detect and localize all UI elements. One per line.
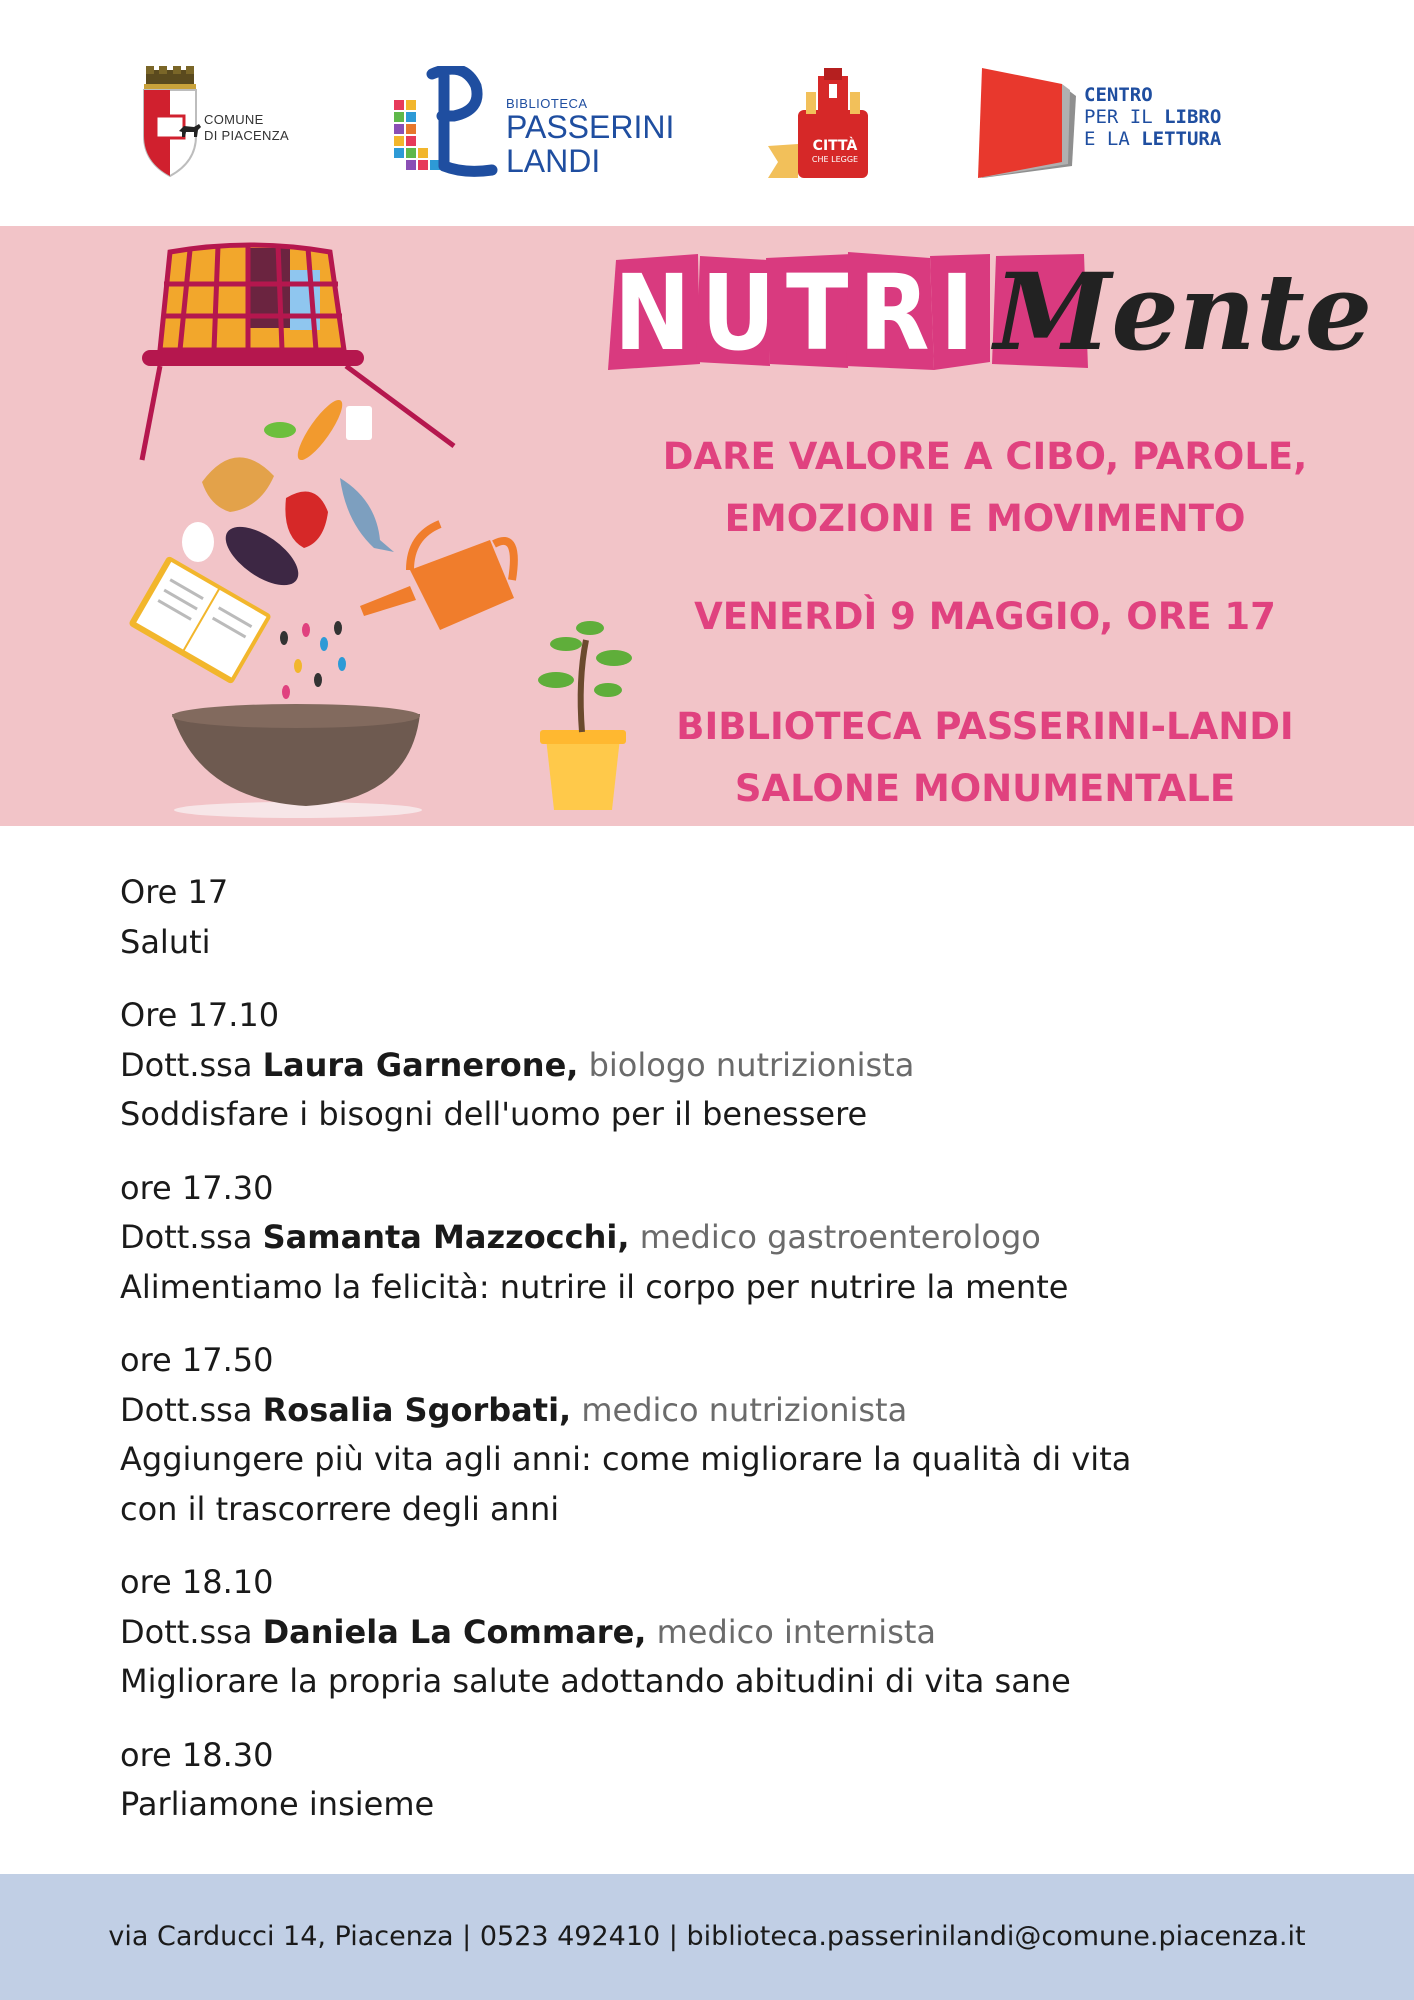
schedule-slot [120, 868, 1320, 967]
program-schedule [120, 868, 1320, 1854]
speaker-role: medico internista [646, 1612, 937, 1651]
biblioteca-passerini-landi-logo [392, 66, 682, 182]
comune-piacenza-logo [140, 66, 300, 178]
wolf-icon [178, 122, 202, 138]
event-banner [0, 226, 1414, 826]
slot-topic: Alimentiamo la felicità: nutrire il corpo per nutrire la mente [120, 1267, 1069, 1306]
citta-che-legge-logo [768, 66, 872, 182]
seed-drops [280, 621, 346, 699]
centro-libro-lettura-logo [972, 66, 1282, 182]
pepper-icon [285, 492, 328, 548]
slot-time: ore 18.10 [120, 1563, 274, 1601]
biblioteca-name-line2: LANDI [506, 143, 601, 179]
watering-can-icon [360, 524, 514, 630]
speaker-role: biologo nutrizionista [578, 1045, 915, 1084]
event-date: VENERDÌ 9 MAGGIO, ORE 17 [694, 595, 1276, 638]
slot-time: Ore 17.10 [120, 996, 280, 1034]
citta-tower-icon [768, 66, 872, 182]
slot-topic: Soddisfare i bisogni dell'uomo per il benessere [120, 1095, 868, 1133]
tagline-line2: EMOZIONI E MOVIMENTO [724, 497, 1246, 540]
speaker-role: medico gastroenterologo [629, 1218, 1041, 1256]
slot-speaker [120, 1041, 1320, 1091]
schedule-slot [120, 1558, 1320, 1707]
open-book-icon [128, 555, 272, 684]
slot-speaker [120, 1608, 1320, 1658]
centro-line2b: LIBRO [1164, 106, 1222, 128]
venue-line1: BIBLIOTECA PASSERINI-LANDI [676, 705, 1294, 748]
tagline [600, 426, 1370, 550]
milk-icon [346, 406, 372, 440]
slot-speaker [120, 1386, 1320, 1436]
centro-line3a: E LA [1084, 128, 1142, 150]
basket-icon [142, 244, 454, 460]
contact-footer [0, 1874, 1414, 2000]
event-venue [600, 696, 1370, 820]
centro-line3b: LETTURA [1141, 128, 1222, 150]
centro-line2a: PER IL [1084, 106, 1165, 128]
contact-info[interactable]: via Carducci 14, Piacenza | 0523 492410 | biblioteca.passerinilandi@comune.piacenza.it [108, 1921, 1306, 1952]
venue-line2: SALONE MONUMENTALE [734, 767, 1236, 810]
slot-time: Ore 17 [120, 873, 229, 911]
speaker-title: Dott.ssa [120, 1045, 263, 1084]
citta-label-line1: CITTÀ [812, 138, 858, 154]
peas-icon [264, 422, 296, 438]
slot-topic: Saluti [120, 922, 211, 961]
biblioteca-small-label: BIBLIOTECA [506, 96, 588, 111]
slot-time: ore 18.30 [120, 1735, 274, 1774]
title-part-mente: Mente [994, 249, 1373, 374]
bpl-monogram-icon [392, 66, 502, 182]
speaker-role: medico nutrizionista [571, 1390, 908, 1429]
slot-topic-continued: con il trascorrere degli anni [120, 1489, 560, 1528]
speaker-name: Laura Garnerone, [262, 1045, 579, 1084]
tagline-line1: DARE VALORE A CIBO, PAROLE, [662, 435, 1308, 478]
food-illustration [110, 240, 670, 820]
slot-speaker [120, 1213, 1320, 1263]
title-part-nutri: NUTRI [614, 252, 985, 374]
citta-label-line2: CHE LEGGE [811, 155, 859, 164]
speaker-name: Daniela La Commare, [262, 1612, 647, 1651]
red-book-icon [972, 66, 1078, 182]
egg-icon [182, 522, 214, 562]
speaker-title: Dott.ssa [120, 1390, 263, 1429]
centro-label [1084, 84, 1221, 150]
slot-topic: Migliorare la propria salute adottando abitudini di vita sane [120, 1662, 1071, 1700]
slot-time: ore 17.30 [120, 1168, 274, 1207]
centro-line1: CENTRO [1084, 84, 1153, 106]
nutrimente-title [600, 249, 1373, 392]
slot-topic: Parliamone insieme [120, 1785, 435, 1823]
schedule-slot [120, 991, 1320, 1140]
biblioteca-name-line1: PASSERINI [506, 109, 675, 145]
speaker-name: Rosalia Sgorbati, [262, 1390, 572, 1429]
slot-topic: Aggiungere più vita agli anni: come migliorare la qualità di vita [120, 1440, 1132, 1478]
schedule-slot [120, 1164, 1320, 1313]
carrot-icon [291, 395, 349, 465]
logo-header [0, 0, 1414, 226]
schedule-slot [120, 1731, 1320, 1830]
comune-label: COMUNE DI PIACENZA [204, 112, 289, 143]
slot-time: ore 17.50 [120, 1341, 274, 1379]
croissant-icon [202, 457, 274, 512]
speaker-name: Samanta Mazzocchi, [262, 1218, 630, 1256]
speaker-title: Dott.ssa [120, 1218, 263, 1256]
schedule-slot [120, 1336, 1320, 1534]
fish-icon [340, 478, 394, 552]
speaker-title: Dott.ssa [120, 1612, 263, 1651]
